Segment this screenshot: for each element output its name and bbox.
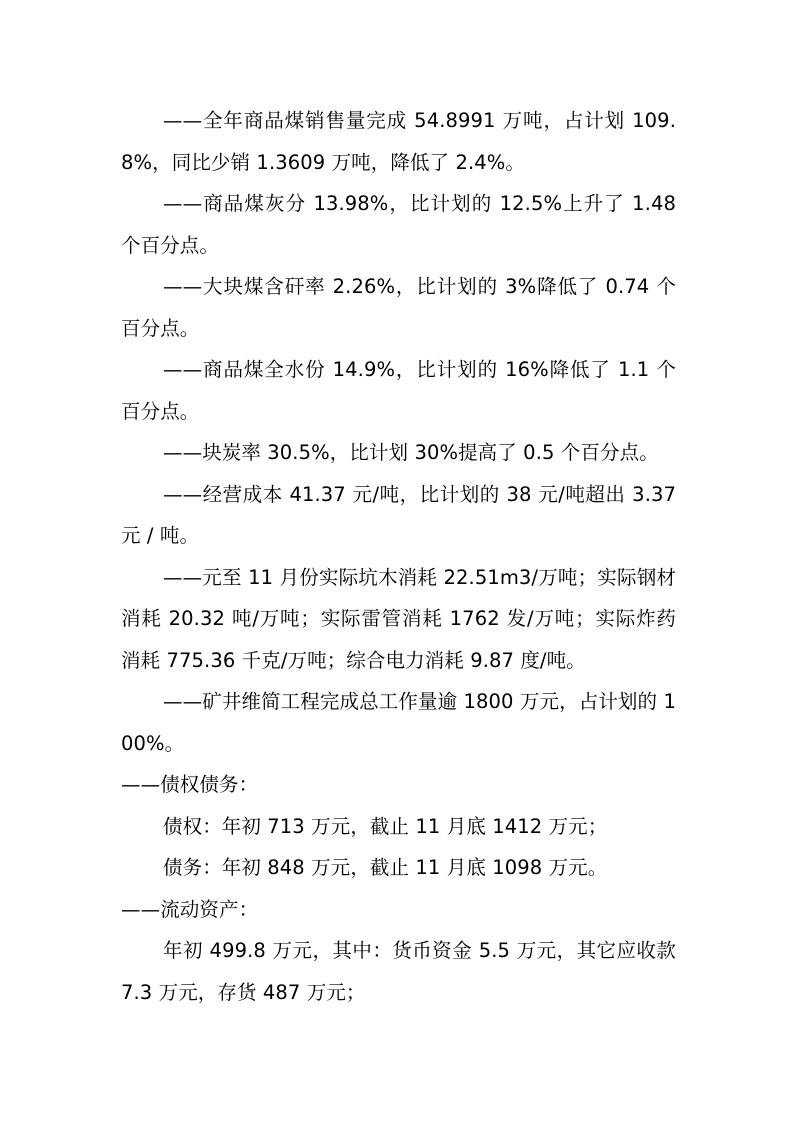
heading-current-assets: ——流动资产： bbox=[121, 897, 259, 921]
paragraph-maintenance-project: ——矿井维简工程完成总工作量逾 1800 万元，占计划的 100%。 bbox=[121, 690, 676, 755]
paragraph-ash-content: ——商品煤灰分 13.98%，比计划的 12.5%上升了 1.48 个百分点。 bbox=[121, 192, 676, 257]
paragraph-operating-cost: ——经营成本 41.37 元/吨，比计划的 38 元/吨超出 3.37 元 / 吨。 bbox=[121, 482, 676, 547]
paragraph-coal-sales: ——全年商品煤销售量完成 54.8991 万吨，占计划 109.8%，同比少销 1.3609 万吨，降低了 2.4%。 bbox=[121, 109, 676, 174]
paragraph-lump-coal-rate: ——块炭率 30.5%，比计划 30%提高了 0.5 个百分点。 bbox=[163, 441, 659, 464]
heading-debts: ——债权债务： bbox=[121, 773, 259, 796]
paragraph-claims: 债权：年初 713 万元，截止 11 月底 1412 万元； bbox=[163, 814, 608, 838]
paragraph-current-assets: 年初 499.8 万元，其中：货币资金 5.5 万元，其它应收款 7.3 万元，存货 487 万元； bbox=[121, 939, 676, 1004]
paragraph-gangue-rate: ——大块煤含矸率 2.26%，比计划的 3%降低了 0.74 个百分点。 bbox=[121, 275, 676, 340]
document-body bbox=[121, 100, 676, 1013]
paragraph-material-consumption: ——元至 11 月份实际坑木消耗 22.51m3/万吨；实际钢材消耗 20.32 吨/万吨；实际雷管消耗 1762 发/万吨；实际炸药消耗 775.36 千克/万吨；综合电力消耗 9.87 度/吨。 bbox=[121, 565, 676, 672]
paragraph-moisture: ——商品煤全水份 14.9%，比计划的 16%降低了 1.1 个百分点。 bbox=[121, 358, 676, 423]
paragraph-liabilities: 债务：年初 848 万元，截止 11 月底 1098 万元。 bbox=[163, 856, 608, 879]
